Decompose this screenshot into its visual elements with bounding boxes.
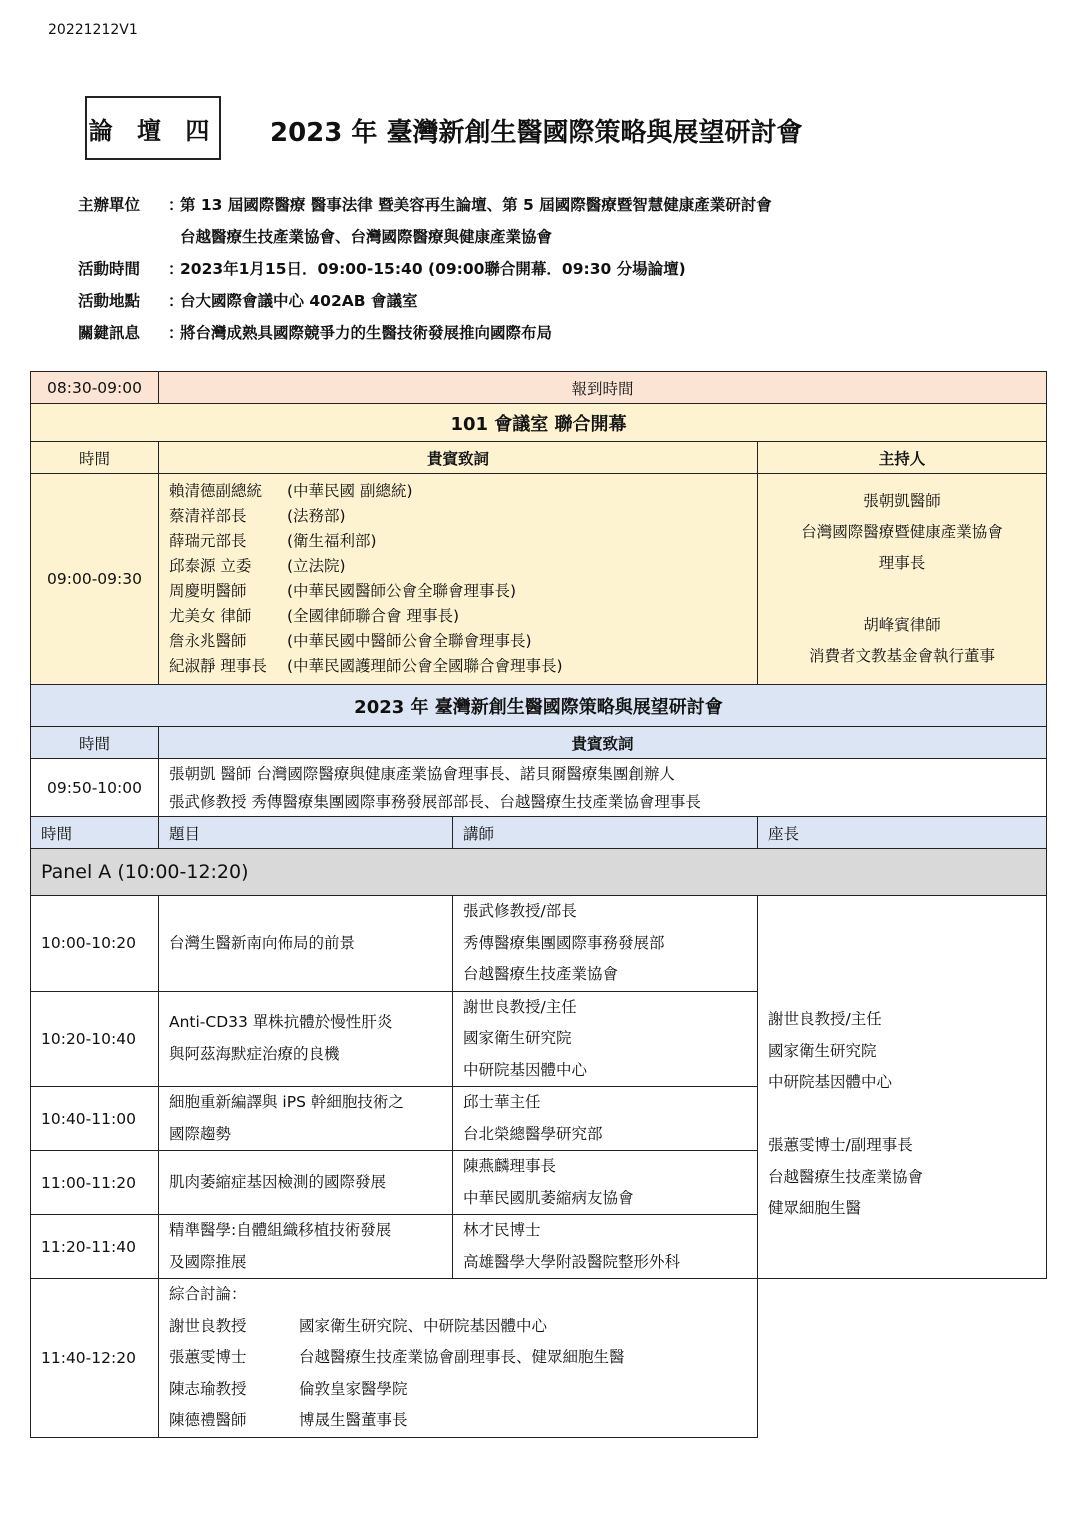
forum-label-box	[85, 96, 221, 160]
forum-label: 論 壇 四	[88, 116, 218, 145]
key-message-row: 關鍵訊息 ： 將台灣成熟具國際競爭力的生醫技術發展推向國際布局	[78, 316, 772, 348]
seminar-header-row	[31, 727, 1047, 759]
time-label: 活動時間	[78, 260, 141, 278]
session-row	[31, 896, 1047, 992]
discussion-item: 陳志瑜教授 倫敦皇家醫學院	[169, 1379, 408, 1398]
discussion-item: 陳德禮醫師 博晟生醫董事長	[169, 1411, 408, 1429]
host-line: 消費者文教基金會執行董事	[808, 647, 995, 665]
col-time: 時間	[31, 817, 159, 849]
speech-line: 張朝凱 醫師 台灣國際醫療與健康產業協會理事長、諾貝爾醫療集團創辦人	[169, 764, 675, 783]
chair-line: 中研院基因體中心	[768, 1073, 893, 1092]
vip-item: 薛瑞元部長 (衛生福利部)	[169, 532, 377, 550]
host-line	[768, 579, 1036, 610]
organizer-value-2: 台越醫療生技產業協會、台灣國際醫療與健康產業協會	[180, 228, 553, 246]
session-speaker: 林才民博士 高雄醫學大學附設醫院整形外科	[453, 1215, 758, 1279]
registration-label: 報到時間	[159, 372, 1047, 404]
speech-time: 09:50-10:00	[31, 759, 159, 817]
host-line: 張朝凱醫師	[863, 492, 941, 510]
session-topic: 台灣生醫新南向佈局的前景	[159, 896, 453, 992]
panel-heading-row	[31, 849, 1047, 896]
session-topic: Anti-CD33 單株抗體於慢性肝炎 與阿茲海默症治療的良機	[159, 991, 453, 1087]
session-speaker: 謝世良教授/主任 國家衛生研究院 中研院基因體中心	[453, 991, 758, 1087]
seminar-speech-row	[31, 759, 1047, 817]
venue-label: 活動地點	[78, 292, 141, 310]
session-topic: 精準醫學:自體組織移植技術發展 及國際推展	[159, 1215, 453, 1279]
discussion-row	[31, 1279, 1047, 1438]
registration-row	[31, 372, 1047, 404]
seminar-col-speech: 貴賓致詞	[159, 727, 1047, 759]
speech-list	[159, 759, 1047, 817]
host-line: 理事長	[878, 554, 926, 572]
opening-col-host: 主持人	[758, 442, 1047, 474]
key-message-label: 關鍵訊息	[78, 324, 141, 342]
vip-item: 尤美女 律師 (全國律師聯合會 理事長)	[169, 607, 460, 625]
seminar-heading: 2023 年 臺灣新創生醫國際策略與展望研討會	[31, 685, 1047, 727]
speech-line: 張武修教授 秀傳醫療集團國際事務發展部部長、台越醫療生技產業協會理事長	[169, 792, 701, 811]
chair-line	[768, 1099, 1036, 1131]
chair-line: 健眾細胞生醫	[768, 1199, 862, 1218]
vip-item: 賴清德副總統 (中華民國 副總統)	[169, 482, 413, 500]
panel-heading: Panel A (10:00-12:20)	[31, 849, 1047, 896]
venue-value: 台大國際會議中心 402AB 會議室	[180, 292, 418, 310]
organizer-row: 主辦單位 ： 第 13 屆國際醫療 醫事法律 暨美容再生論壇、第 5 屆國際醫療暨智慧健康產業研討會	[78, 188, 772, 220]
time-value: 2023年1月15日．09:00-15:40 (09:00聯合開幕．09:30 分場論壇)	[180, 260, 686, 278]
session-time: 10:00-10:20	[31, 896, 159, 992]
host-list	[758, 474, 1047, 685]
opening-col-time: 時間	[31, 442, 159, 474]
vip-item: 紀淑靜 理事長 (中華民國護理師公會全國聯合會理事長)	[169, 657, 563, 675]
session-speaker: 邱士華主任 台北榮總醫學研究部	[453, 1087, 758, 1151]
opening-col-speech: 貴賓致詞	[159, 442, 758, 474]
schedule-table	[30, 371, 1047, 1438]
session-time: 10:40-11:00	[31, 1087, 159, 1151]
vip-item: 蔡清祥部長 (法務部)	[169, 507, 346, 525]
panel-header-row	[31, 817, 1047, 849]
registration-time: 08:30-09:00	[31, 372, 159, 404]
session-speaker: 陳燕麟理事長 中華民國肌萎縮病友協會	[453, 1151, 758, 1215]
organizer-label: 主辦單位	[78, 196, 141, 214]
seminar-col-time: 時間	[31, 727, 159, 759]
session-time: 10:20-10:40	[31, 991, 159, 1087]
session-time: 11:20-11:40	[31, 1215, 159, 1279]
chair-line: 國家衛生研究院	[768, 1041, 877, 1060]
col-topic: 題目	[159, 817, 453, 849]
organizer-value: 第 13 屆國際醫療 醫事法律 暨美容再生論壇、第 5 屆國際醫療暨智慧健康產業研討會	[180, 196, 772, 214]
session-topic: 肌肉萎縮症基因檢測的國際發展	[159, 1151, 453, 1215]
chair-line: 謝世良教授/主任	[768, 1010, 882, 1029]
col-speaker: 講師	[453, 817, 758, 849]
vip-list	[159, 474, 758, 685]
venue-row: 活動地點 ： 台大國際會議中心 402AB 會議室	[78, 284, 772, 316]
opening-row	[31, 474, 1047, 685]
chair-line: 張蕙雯博士/副理事長	[768, 1136, 913, 1155]
session-topic: 細胞重新編譯與 iPS 幹細胞技術之 國際趨勢	[159, 1087, 453, 1151]
discussion-list	[159, 1279, 758, 1438]
key-message-value: 將台灣成熟具國際競爭力的生醫技術發展推向國際布局	[180, 324, 553, 342]
discussion-label: 綜合討論：	[169, 1285, 247, 1303]
session-time: 11:00-11:20	[31, 1151, 159, 1215]
event-info	[78, 188, 772, 348]
vip-item: 邱泰源 立委 (立法院)	[169, 557, 346, 575]
opening-heading-row	[31, 404, 1047, 442]
discussion-item: 張蕙雯博士 台越醫療生技產業協會副理事長、健眾細胞生醫	[169, 1348, 625, 1366]
session-speaker: 張武修教授/部長 秀傳醫療集團國際事務發展部 台越醫療生技產業協會	[453, 896, 758, 992]
page-title: 2023 年 臺灣新創生醫國際策略與展望研討會	[270, 118, 803, 148]
chair-line: 台越醫療生技產業協會	[768, 1167, 924, 1186]
discussion-item: 謝世良教授 國家衛生研究院、中研院基因體中心	[169, 1316, 548, 1335]
organizer-row-2	[78, 220, 772, 252]
opening-header-row	[31, 442, 1047, 474]
host-line: 胡峰賓律師	[863, 616, 941, 634]
vip-item: 詹永兆醫師 (中華民國中醫師公會全聯會理事長)	[169, 632, 532, 650]
time-row: 活動時間 ： 2023年1月15日．09:00-15:40 (09:00聯合開幕．09:30 分場論壇)	[78, 252, 772, 284]
version-label: 20221212V1	[48, 22, 138, 38]
vip-item: 周慶明醫師 (中華民國醫師公會全聯會理事長)	[169, 582, 517, 600]
host-line: 台灣國際醫療暨健康產業協會	[801, 523, 1003, 541]
discussion-time: 11:40-12:20	[31, 1279, 159, 1438]
col-chair: 座長	[758, 817, 1047, 849]
seminar-heading-row	[31, 685, 1047, 727]
opening-heading: 101 會議室 聯合開幕	[31, 404, 1047, 442]
chair-list	[758, 896, 1047, 1279]
opening-time: 09:00-09:30	[31, 474, 159, 685]
